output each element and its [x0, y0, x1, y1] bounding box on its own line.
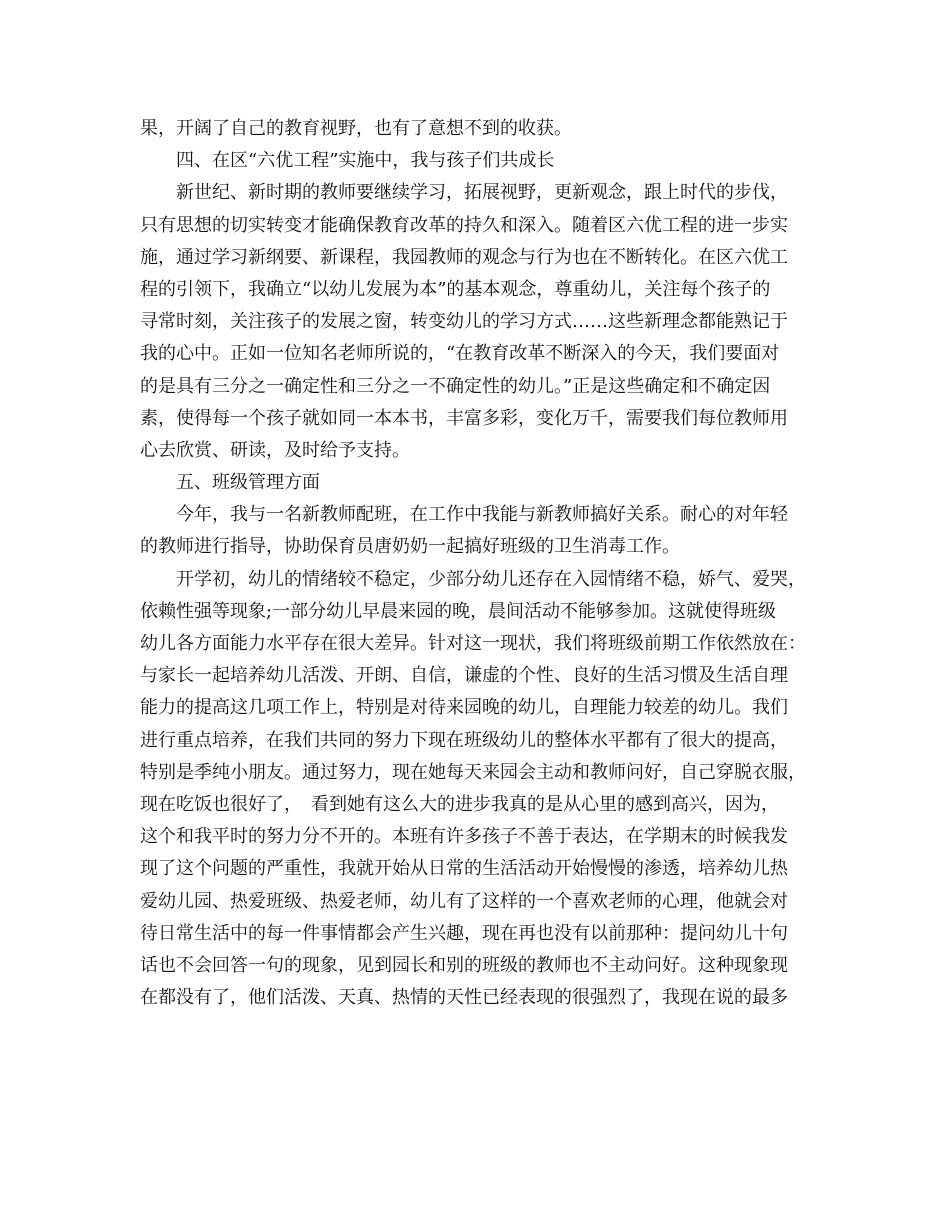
paragraph-line: 幼儿各方面能力水平存在很大差异。针对这一现状，我们将班级前期工作依然放在：: [140, 633, 806, 654]
paragraph-line: 依赖性强等现象;一部分幼儿早晨来园的晚，晨间活动不能够参加。这就使得班级: [140, 600, 777, 622]
paragraph-line: 开学初，幼儿的情绪较不稳定，少部分幼儿还存在入园情绪不稳，娇气、爱哭，: [176, 568, 806, 590]
paragraph-line: 现在吃饭也很好了， 看到她有这么大的进步我真的是从心里的感到高兴，因为，: [140, 793, 779, 815]
paragraph-line: 程的引领下，我确立“以幼儿发展为本”的基本观念，尊重幼儿，关注每个孩子的: [140, 278, 771, 300]
paragraph-line: 的是具有三分之一确定性和三分之一不确定性的幼儿。”正是这些确定和不确定因: [140, 375, 771, 397]
document-body: [140, 113, 812, 1014]
paragraph-line: 素，使得每一个孩子就如同一本本书，丰富多彩，变化万千，需要我们每位教师用: [140, 407, 788, 429]
paragraph-line: 在都没有了，他们活泼、天真、热情的天性已经表现的很强烈了，我现在说的最多: [140, 987, 788, 1009]
paragraph-line: 施，通过学习新纲要、新课程，我园教师的观念与行为也在不断转化。在区六优工: [140, 246, 788, 268]
paragraph-line: 与家长一起培养幼儿活泼、开朗、自信，谦虚的个性、良好的生活习惯及生活自理: [140, 665, 788, 687]
paragraph-line: 爱幼儿园、热爱班级、热爱老师，幼儿有了这样的一个喜欢老师的心理，他就会对: [140, 890, 788, 912]
paragraph-line: 能力的提高这几项工作上，特别是对待来园晚的幼儿，自理能力较差的幼儿。我们: [140, 697, 788, 719]
paragraph-line: 待日常生活中的每一件事情都会产生兴趣，现在再也没有以前那种：提问幼儿十句: [140, 922, 788, 944]
paragraph-line: 我的心中。正如一位知名老师所说的，“在教育改革不断深入的今天，我们要面对: [140, 343, 780, 365]
paragraph-line: 寻常时刻，关注孩子的发展之窗，转变幼儿的学习方式……这些新理念都能熟记于: [140, 311, 788, 333]
paragraph-line: 的教师进行指导，协助保育员唐奶奶一起搞好班级的卫生消毒工作。: [140, 536, 680, 558]
paragraph-line: 这个和我平时的努力分不开的。本班有许多孩子不善于表达，在学期末的时候我发: [140, 826, 788, 848]
paragraph-line: 今年，我与一名新教师配班，在工作中我能与新教师搞好关系。耐心的对年轻: [176, 504, 788, 526]
paragraph-line: 新世纪、新时期的教师要继续学习，拓展视野，更新观念，跟上时代的步伐，: [176, 182, 788, 204]
paragraph-line: 特别是季纯小朋友。通过努力，现在她每天来园会主动和教师问好，自己穿脱衣服，: [140, 761, 806, 783]
paragraph-line: 现了这个问题的严重性，我就开始从日常的生活活动开始慢慢的渗透，培养幼儿热: [140, 858, 788, 880]
section-heading-four: 四、在区“六优工程”实施中，我与孩子们共成长: [176, 150, 555, 172]
paragraph-line: 话也不会回答一句的现象，见到园长和别的班级的教师也不主动问好。这种现象现: [140, 954, 788, 976]
paragraph-line: 只有思想的切实转变才能确保教育改革的持久和深入。随着区六优工程的进一步实: [140, 214, 788, 236]
section-heading-five: 五、班级管理方面: [176, 472, 320, 494]
paragraph-line: 心去欣赏、研读，及时给予支持。: [140, 439, 410, 461]
paragraph-line: 果，开阔了自己的教育视野，也有了意想不到的收获。: [140, 118, 572, 139]
paragraph-line: 进行重点培养，在我们共同的努力下现在班级幼儿的整体水平都有了很大的提高，: [140, 729, 788, 751]
